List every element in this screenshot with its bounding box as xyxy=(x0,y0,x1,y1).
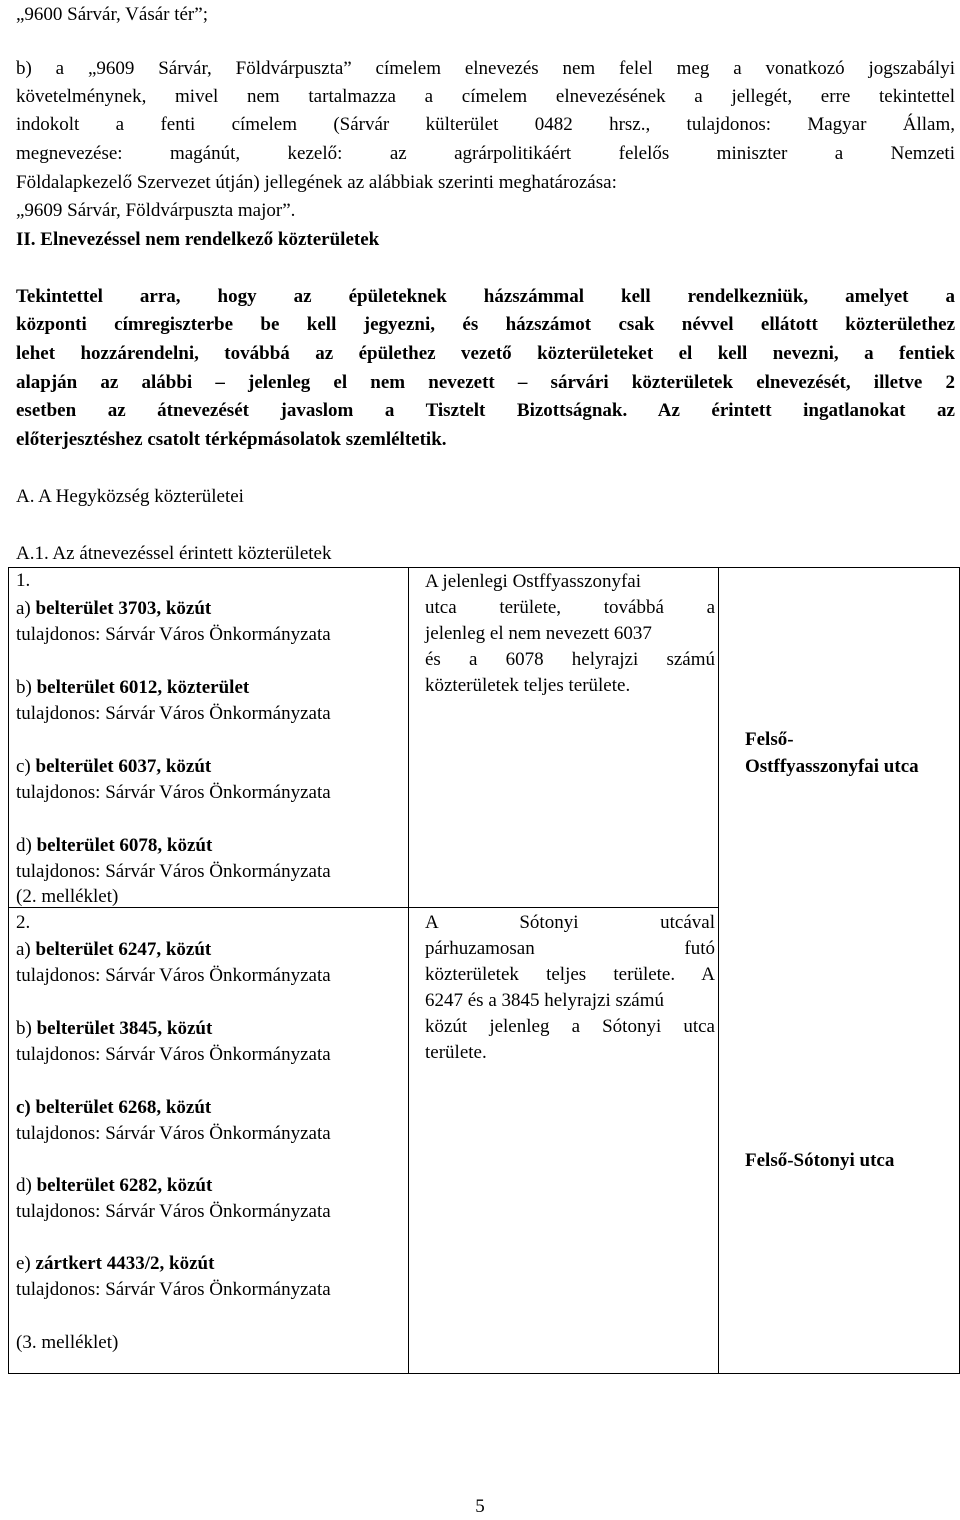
parcels-cell xyxy=(9,885,409,1373)
description-line: közterületek teljes területe. xyxy=(425,675,631,696)
parcel-owner: tulajdonos: Sárvár Város Önkormányzata xyxy=(16,703,331,724)
parcel-owner: tulajdonos: Sárvár Város Önkormányzata xyxy=(16,1278,331,1300)
new-name-line: Felső- xyxy=(745,729,794,750)
description-line: területe. xyxy=(425,1041,487,1063)
parcel-a: a) belterület 6247, közút xyxy=(16,938,212,960)
renaming-table xyxy=(8,567,960,1374)
parcel-owner: tulajdonos: Sárvár Város Önkormányzata xyxy=(16,624,331,645)
new-name-cell xyxy=(719,568,960,1374)
description-line: A Sótonyi utcával xyxy=(425,911,715,933)
parcel-owner: tulajdonos: Sárvár Város Önkormányzata xyxy=(16,1043,331,1065)
parcel-owner: tulajdonos: Sárvár Város Önkormányzata xyxy=(16,1200,331,1222)
paragraph-b-line: „9609 Sárvár, Földvárpuszta major”. xyxy=(16,200,296,221)
intro-line: központi címregiszterbe be kell jegyezni, és házszámot csak névvel ellátott közterülethez xyxy=(16,314,955,335)
annex-reference: (2. melléklet) xyxy=(16,885,119,907)
parcel-owner: tulajdonos: Sárvár Város Önkormányzata xyxy=(16,964,331,986)
intro-line: esetben az átnevezését javaslom a Tisztelt Bizottságnak. Az érintett ingatlanokat az xyxy=(16,400,955,421)
description-line: utca területe, továbbá a xyxy=(425,597,715,618)
paragraph-b-line: indokolt a fenti címelem (Sárvár külterület 0482 hrsz., tulajdonos: Magyar Állam, xyxy=(16,114,955,135)
description-line: közút jelenleg a Sótonyi utca xyxy=(425,1015,715,1037)
heading-A: A. A Hegyközség közterületei xyxy=(16,486,244,507)
parcel-e: e) zártkert 4433/2, közút xyxy=(16,1252,215,1274)
parcel-a: a) belterület 3703, közút xyxy=(16,598,212,619)
parcels-cell xyxy=(9,568,409,908)
description-cell xyxy=(409,907,719,1373)
parcel-d: d) belterület 6078, közút xyxy=(16,835,213,856)
description-line: közterületek teljes területe. A xyxy=(425,963,715,985)
paragraph-b-line: b) a „9609 Sárvár, Földvárpuszta” címelem elnevezés nem felel meg a vonatkozó jogszabályi xyxy=(16,58,955,79)
description-line: 6247 és a 3845 helyrajzi számú xyxy=(425,989,665,1011)
parcel-owner: tulajdonos: Sárvár Város Önkormányzata xyxy=(16,782,331,803)
table-row xyxy=(9,568,960,908)
parcel-b: b) belterület 6012, közterület xyxy=(16,677,250,698)
section-II-heading: II. Elnevezéssel nem rendelkező közterületek xyxy=(16,229,380,250)
parcel-b: b) belterület 3845, közút xyxy=(16,1017,213,1039)
parcel-owner: tulajdonos: Sárvár Város Önkormányzata xyxy=(16,861,331,882)
parcel-owner: tulajdonos: Sárvár Város Önkormányzata xyxy=(16,1122,331,1144)
paragraph-b-line: Földalapkezelő Szervezet útján) jellegének az alábbiak szerinti meghatározása: xyxy=(16,172,617,193)
paragraph-b-line: megnevezése: magánút, kezelő: az agrárpolitikáért felelős miniszter a Nemzeti xyxy=(16,143,955,164)
row-number: 1. xyxy=(16,570,31,591)
description-line: jelenleg el nem nevezett 6037 xyxy=(425,623,652,644)
address-line-vasar-ter: „9600 Sárvár, Vásár tér”; xyxy=(16,4,208,25)
annex-reference: (3. melléklet) xyxy=(16,1331,119,1353)
new-name-line: Felső-Sótonyi utca xyxy=(745,1150,895,1171)
description-line: és a 6078 helyrajzi számú xyxy=(425,649,715,670)
parcel-d: d) belterület 6282, közút xyxy=(16,1174,213,1196)
row-number: 2. xyxy=(16,911,31,933)
new-name-line: Ostffyasszonyfai utca xyxy=(745,756,919,777)
page-number: 5 xyxy=(475,1496,485,1517)
intro-line: előterjesztéshez csatolt térképmásolatok szemléltetik. xyxy=(16,429,447,450)
paragraph-b-line: követelménynek, mivel nem tartalmazza a címelem elnevezésének a jellegét, erre tekintettel xyxy=(16,86,955,107)
intro-line: alapján az alábbi – jelenleg el nem nevezett – sárvári közterületek elnevezését, illetve 2 xyxy=(16,372,955,393)
heading-A1: A.1. Az átnevezéssel érintett közterületek xyxy=(16,543,332,564)
parcel-c: c) belterület 6268, közút xyxy=(16,1096,212,1118)
intro-line: lehet hozzárendelni, továbbá az épülethez vezető közterületeket el kell nevezni, a fentiek xyxy=(16,343,955,364)
description-cell xyxy=(409,568,719,908)
intro-line: Tekintettel arra, hogy az épületeknek házszámmal kell rendelkezniük, amelyet a xyxy=(16,286,955,307)
description-line: párhuzamosan futó xyxy=(425,937,715,959)
description-line: A jelenlegi Ostffyasszonyfai xyxy=(425,571,641,592)
parcel-c: c) belterület 6037, közút xyxy=(16,756,212,777)
